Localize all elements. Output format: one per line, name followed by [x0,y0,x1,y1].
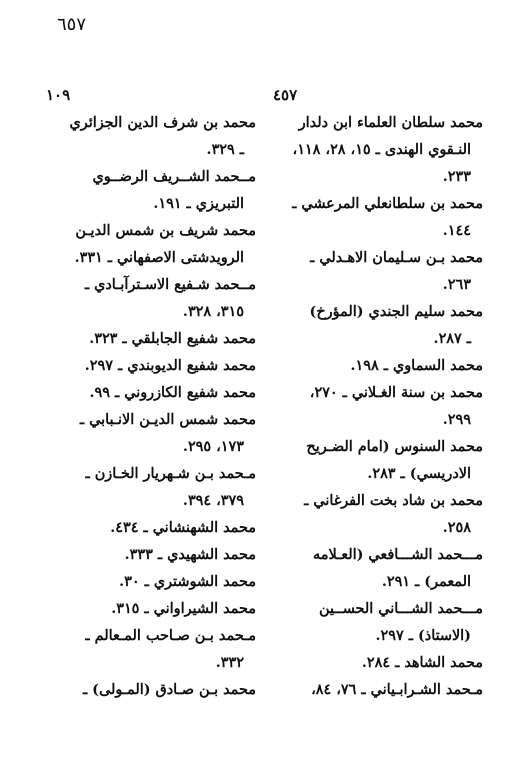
column-header: ١٠٩ [46,86,71,104]
index-entry-line: محمد بن سنة الغـلاني ـ ٢٧٠، [309,384,483,401]
index-column-right [273,82,483,703]
index-entry-line: مـحمد بـن صـاحب المـعالم ـ [85,627,256,644]
index-entry-continuation: النـقوي الهندى ـ ١٥، ٢٨، ١١٨، [292,141,471,158]
index-entry-line: محمد بـن صـادق (المـولى) ـ [82,681,256,698]
index-entry-line: محمد الشيراواني ـ ٣١٥. [111,600,256,617]
index-entry-line: مــحمد الشــريف الرضــوي [92,168,256,185]
index-entry-line: محمد الشاهد ـ ٢٨٤. [361,654,483,671]
index-entry-line: محمد السنوس (امام الضـريح [306,438,483,455]
index-entry-continuation: ١٧٣، ٢٩٥. [182,438,244,455]
page-number: ٦٥٧ [57,14,87,35]
index-entry-line: محمد شفيع الديوبندي ـ ٢٩٧. [84,357,256,374]
index-entry-line: محمد السماوي ـ ١٩٨. [350,357,483,374]
index-entry-line: محمد بن شاد بخت الفرغاني ـ [304,492,483,509]
index-entry-line: محمد شريف بن شمس الديـن [75,222,256,239]
index-entry-line: محمد بن شرف الدين الجزائري [69,114,256,131]
index-entries [46,109,256,703]
index-entry-line: محمد شمس الديـن الانـبابي ـ [79,411,256,428]
index-entry-continuation: ٢٩٩. [442,411,471,428]
index-entry-line: محمد الشهنشاني ـ ٤٣٤. [110,519,256,536]
index-entry-line: مــحمد شـفيع الاسـترآبـادي ـ [84,276,256,293]
index-entry-line: محمد شفيع الجابلقي ـ ٣٢٣. [89,330,256,347]
index-entry-line: محمد الشهيدي ـ ٣٣٣. [124,546,256,563]
index-entry-continuation: الادريسي) ـ ٢٨٣. [367,465,471,482]
index-entry-line: محمد الشوشتري ـ ٣٠. [119,573,256,590]
index-entry-line: مـحمد الشـرابـياني ـ ٧٦، ٨٤، [311,681,483,698]
index-entry-continuation: المعمر) ـ ٢٩١. [381,573,471,590]
index-entry-continuation: ٢٣٣. [442,168,471,185]
index-entry-line: مـــحمد الشـــافعي (العـلامه [313,546,483,563]
index-entry-continuation: ٣٣٢. [215,654,244,671]
index-entry-continuation: ٢٦٣. [442,276,471,293]
index-entry-line: محمد بن سلطانعلي المرعشي ـ [292,195,483,212]
index-entry-line: مـحمد بـن شـهريار الخـازن ـ [85,465,256,482]
index-entry-continuation: ـ ٢٨٧. [433,330,471,347]
index-entry-line: محمد شفيع الكازروني ـ ٩٩. [89,384,256,401]
index-entry-continuation: ٣٧٩، ٣٩٤. [182,492,244,509]
index-entry-line: محمد بـن سـليمان الاهـدلي ـ [310,249,483,266]
index-entry-continuation: ٢٥٨. [442,519,471,536]
index-entry-continuation: ـ ٣٢٩. [206,141,244,158]
index-column-left [46,82,256,703]
index-entry-line: محمد سليم الجندي (المؤرخ) [309,303,483,320]
index-entry-line: محمد سلطان العلماء ابن دلدار [298,114,483,131]
index-entry-continuation: التبريزي ـ ١٩١. [153,195,244,212]
index-entry-continuation: (الاستاذ) ـ ٢٩٧. [375,627,471,644]
index-entry-continuation: ١٤٤. [442,222,471,239]
index-entry-continuation: الرويدشتى الاصفهاني ـ ٣٣١. [74,249,244,266]
column-header: ٤٥٧ [273,86,298,104]
index-entry-continuation: ٣١٥، ٣٢٨. [182,303,244,320]
index-entries [273,109,483,703]
index-entry-line: مـــحمد الشـــاني الحســين [318,600,483,617]
